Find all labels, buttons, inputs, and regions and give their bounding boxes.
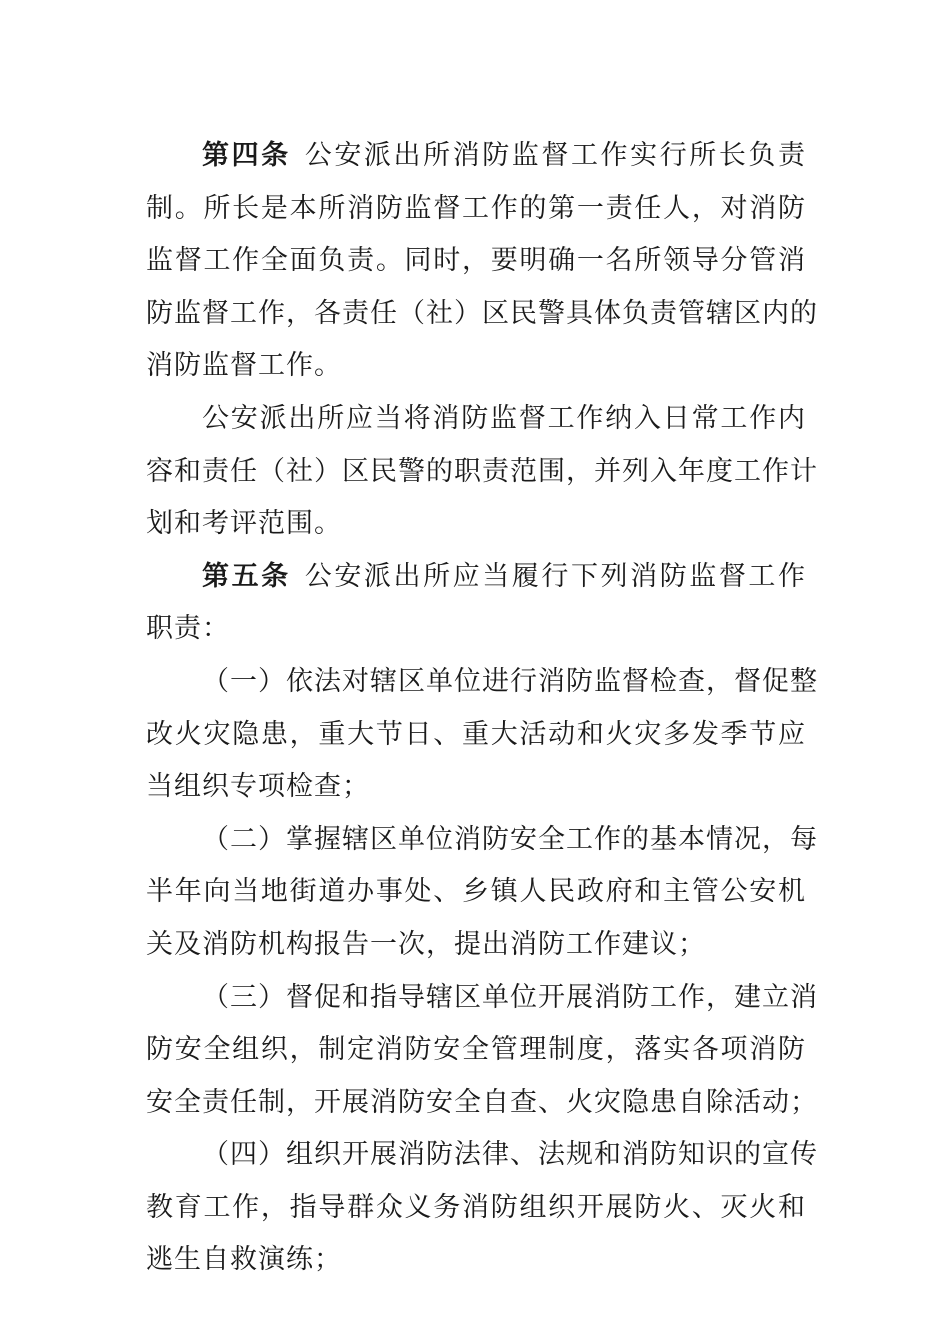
item-4-line-1: （四）组织开展消防法律、法规和消防知识的宣传	[202, 1139, 818, 1171]
item-3-line-3: 安全责任制，开展消防安全自查、火灾隐患自除活动；	[146, 1086, 818, 1118]
article4-line-1	[146, 130, 806, 183]
item-1-line-3: 当组织专项检查；	[146, 771, 370, 803]
article4-para2-line-3: 划和考评范围。	[146, 508, 342, 540]
document-body	[146, 130, 818, 1287]
item-3-line-2: 防安全组织，制定消防安全管理制度，落实各项消防	[146, 1034, 806, 1066]
article4-text: 公安派出所消防监督工作实行所长负责	[304, 140, 807, 171]
article4-para2-line-1: 公安派出所应当将消防监督工作纳入日常工作内	[202, 402, 806, 434]
item-3-line-1: （三）督促和指导辖区单位开展消防工作，建立消	[202, 981, 818, 1013]
article4-line-2: 制。所长是本所消防监督工作的第一责任人，对消防	[146, 192, 806, 224]
article4-heading: 第四条	[202, 140, 291, 171]
article4-para2-line-2: 容和责任（社）区民警的职责范围，并列入年度工作计	[146, 455, 818, 487]
article5-heading: 第五条	[202, 560, 291, 592]
item-2-line-3: 关及消防机构报告一次，提出消防工作建议；	[146, 928, 706, 960]
item-1-line-1: （一）依法对辖区单位进行消防监督检查，督促整	[202, 665, 818, 697]
article4-line-3: 监督工作全面负责。同时，要明确一名所领导分管消	[146, 245, 806, 277]
article4-line-5: 消防监督工作。	[146, 350, 342, 382]
article4-line-4: 防监督工作，各责任（社）区民警具体负责管辖区内的	[146, 297, 818, 329]
item-2-line-2: 半年向当地街道办事处、乡镇人民政府和主管公安机	[146, 876, 806, 908]
item-2-line-1: （二）掌握辖区单位消防安全工作的基本情况，每	[202, 823, 818, 855]
article5-text: 公安派出所应当履行下列消防监督工作	[304, 560, 807, 592]
item-4-line-3: 逃生自救演练；	[146, 1244, 342, 1276]
article5-line-1	[146, 551, 806, 604]
item-4-line-2: 教育工作，指导群众义务消防组织开展防火、灭火和	[146, 1191, 806, 1223]
item-1-line-2: 改火灾隐患，重大节日、重大活动和火灾多发季节应	[146, 718, 806, 750]
article5-line-2: 职责：	[146, 613, 230, 645]
